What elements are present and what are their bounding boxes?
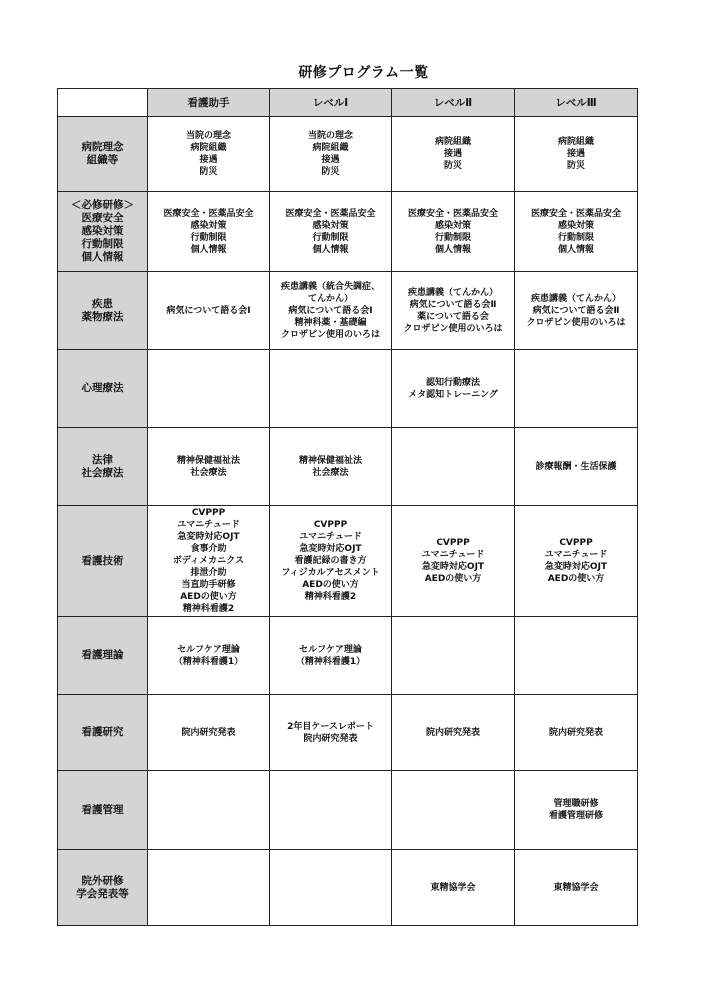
table-row (58, 192, 638, 272)
row-header: 看護技術 (58, 506, 148, 617)
table-cell (270, 850, 392, 926)
row-header: 院外研修 学会発表等 (58, 850, 148, 926)
table-cell: CVPPP ユマニチュード 急変時対応OJT 食事介助 ボディメカニクス 排泄介助 当直助手研修 AEDの使い方 精神科看護2 (148, 506, 270, 617)
training-program-table (57, 88, 638, 926)
table-cell: 当院の理念 病院組織 接遇 防災 (270, 117, 392, 192)
table-row (58, 350, 638, 428)
column-header-level-1: レベルⅠ (270, 89, 392, 117)
table-cell: 病院組織 接遇 防災 (515, 117, 638, 192)
table-cell: 疾患講義（てんかん） 病気について語る会Ⅱ クロザピン使用のいろは (515, 272, 638, 350)
table-cell (148, 350, 270, 428)
row-header: 看護管理 (58, 771, 148, 850)
table-cell: 病気について語る会Ⅰ (148, 272, 270, 350)
table-row (58, 117, 638, 192)
table-cell: 管理職研修 看護管理研修 (515, 771, 638, 850)
table-row (58, 771, 638, 850)
table-cell: CVPPP ユマニチュード 急変時対応OJT AEDの使い方 (515, 506, 638, 617)
row-header: 疾患 薬物療法 (58, 272, 148, 350)
table-cell: 精神保健福祉法 社会療法 (270, 428, 392, 506)
table-cell: 病院組織 接遇 防災 (392, 117, 515, 192)
table-cell (270, 350, 392, 428)
table-cell: CVPPP ユマニチュード 急変時対応OJT AEDの使い方 (392, 506, 515, 617)
table-cell: 当院の理念 病院組織 接遇 防災 (148, 117, 270, 192)
table-cell: 東精協学会 (515, 850, 638, 926)
table-row (58, 272, 638, 350)
table-cell (515, 350, 638, 428)
table-row (58, 428, 638, 506)
header-row (58, 89, 638, 117)
table-row (58, 617, 638, 695)
table-cell (148, 850, 270, 926)
table-cell: セルフケア理論 （精神科看護1） (148, 617, 270, 695)
table-cell: 疾患講義（てんかん） 病気について語る会Ⅱ 薬について語る会 クロザピン使用のいろは (392, 272, 515, 350)
row-header: 看護研究 (58, 695, 148, 771)
table-cell (270, 771, 392, 850)
row-header: ＜必修研修＞ 医療安全 感染対策 行動制限 個人情報 (58, 192, 148, 272)
table-cell: 医療安全・医薬品安全 感染対策 行動制限 個人情報 (148, 192, 270, 272)
column-header-assistant: 看護助手 (148, 89, 270, 117)
table-cell (148, 771, 270, 850)
page-title: 研修プログラム一覧 (298, 65, 429, 81)
table-row (58, 850, 638, 926)
table-cell: 医療安全・医薬品安全 感染対策 行動制限 個人情報 (392, 192, 515, 272)
table-cell: 認知行動療法 メタ認知トレーニング (392, 350, 515, 428)
table-cell: 医療安全・医薬品安全 感染対策 行動制限 個人情報 (515, 192, 638, 272)
table-cell: 精神保健福祉法 社会療法 (148, 428, 270, 506)
table-row (58, 506, 638, 617)
table-cell: 院内研究発表 (515, 695, 638, 771)
table-cell: 院内研究発表 (148, 695, 270, 771)
table-cell (392, 771, 515, 850)
table-row (58, 695, 638, 771)
table-cell (392, 428, 515, 506)
table-cell: 疾患講義（統合失調症、 てんかん） 病気について語る会Ⅰ 精神科薬・基礎編 クロザピン使用のいろは (270, 272, 392, 350)
row-header: 心理療法 (58, 350, 148, 428)
table-cell: 診療報酬・生活保護 (515, 428, 638, 506)
table-cell: セルフケア理論 （精神科看護1） (270, 617, 392, 695)
row-header: 看護理論 (58, 617, 148, 695)
table-cell (392, 617, 515, 695)
table-cell: 東精協学会 (392, 850, 515, 926)
column-header-level-3: レベルⅢ (515, 89, 638, 117)
table-cell (515, 617, 638, 695)
row-header: 法律 社会療法 (58, 428, 148, 506)
table-cell: 院内研究発表 (392, 695, 515, 771)
table-cell: 医療安全・医薬品安全 感染対策 行動制限 個人情報 (270, 192, 392, 272)
table-cell: 2年目ケースレポート 院内研究発表 (270, 695, 392, 771)
corner-cell (58, 89, 148, 117)
column-header-level-2: レベルⅡ (392, 89, 515, 117)
table-cell: CVPPP ユマニチュード 急変時対応OJT 看護記録の書き方 フィジカルアセスメント AEDの使い方 精神科看護2 (270, 506, 392, 617)
row-header: 病院理念 組織等 (58, 117, 148, 192)
